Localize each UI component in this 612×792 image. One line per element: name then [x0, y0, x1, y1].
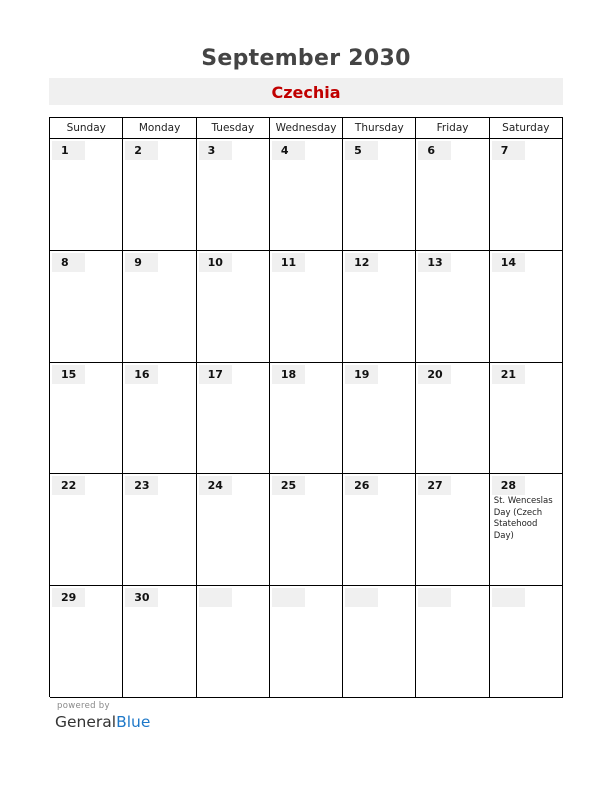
day-cell	[270, 139, 343, 251]
weekday-monday: Monday	[123, 118, 196, 139]
day-number: 30	[134, 591, 150, 605]
day-cell	[50, 474, 123, 586]
day-number: 4	[280, 144, 289, 157]
day-number: 10	[207, 255, 223, 269]
day-number: 8	[61, 255, 69, 269]
day-number: 11	[280, 255, 297, 269]
weekday-header-row	[50, 118, 563, 139]
brand-logo[interactable]	[55, 713, 150, 731]
day-number: 3	[207, 144, 216, 157]
weekday-thursday: Thursday	[343, 118, 416, 139]
day-cell	[343, 363, 416, 475]
weekday-friday: Friday	[416, 118, 489, 139]
day-cell	[490, 363, 563, 475]
day-number: 5	[354, 144, 362, 157]
day-number: 15	[61, 367, 77, 381]
day-cell	[343, 139, 416, 251]
day-number: 22	[61, 479, 77, 493]
day-number: 29	[61, 591, 77, 605]
day-cell	[490, 251, 563, 363]
day-tab	[345, 588, 378, 607]
week-row	[50, 474, 563, 586]
weekday-tuesday: Tuesday	[197, 118, 270, 139]
day-cell	[270, 586, 343, 698]
day-number: 6	[427, 144, 436, 157]
day-number: 12	[354, 255, 370, 269]
day-cell	[123, 363, 196, 475]
day-cell	[123, 139, 196, 251]
powered-by-label: powered by	[57, 701, 110, 711]
day-cell	[490, 474, 563, 586]
day-number: 1	[61, 144, 69, 157]
day-tab	[492, 588, 525, 607]
day-cell	[197, 474, 270, 586]
day-number: 2	[134, 144, 142, 157]
day-number: 16	[134, 367, 150, 381]
day-cell	[416, 586, 489, 698]
brand-name-part1: General	[55, 713, 117, 731]
day-tab	[199, 588, 232, 607]
day-cell	[50, 363, 123, 475]
day-cell	[416, 474, 489, 586]
holiday-label: St. Wenceslas Day (Czech Statehood Day)	[493, 496, 553, 541]
weekday-wednesday: Wednesday	[270, 118, 343, 139]
day-cell	[490, 139, 563, 251]
country-bar	[49, 78, 563, 105]
calendar-title: September 2030	[201, 46, 411, 71]
day-number: 20	[427, 367, 443, 381]
day-number: 17	[207, 367, 223, 381]
day-number: 21	[500, 367, 516, 381]
weekday-saturday: Saturday	[490, 118, 563, 139]
day-cell	[50, 139, 123, 251]
day-cell	[197, 363, 270, 475]
day-cell	[270, 474, 343, 586]
day-cell	[343, 586, 416, 698]
day-cell	[490, 586, 563, 698]
week-row	[50, 363, 563, 475]
day-number: 13	[427, 255, 443, 269]
country-name: Czechia	[271, 83, 341, 102]
day-cell	[416, 139, 489, 251]
day-cell	[416, 251, 489, 363]
day-number: 27	[427, 479, 443, 493]
weekday-sunday: Sunday	[50, 118, 123, 139]
day-cell	[123, 251, 196, 363]
day-cell	[50, 251, 123, 363]
day-cell	[270, 251, 343, 363]
calendar-grid	[49, 117, 563, 697]
week-row	[50, 586, 563, 698]
day-cell	[123, 474, 196, 586]
day-cell	[197, 139, 270, 251]
day-number: 24	[207, 479, 223, 493]
day-cell	[343, 474, 416, 586]
day-tab	[418, 588, 451, 607]
day-number: 26	[354, 479, 370, 493]
day-number: 14	[500, 255, 516, 269]
day-number: 19	[354, 367, 370, 381]
week-row	[50, 251, 563, 363]
day-cell	[123, 586, 196, 698]
brand-name-part2: Blue	[116, 713, 151, 731]
day-number: 18	[280, 367, 297, 381]
week-row	[50, 139, 563, 251]
day-number: 25	[280, 479, 297, 493]
day-cell	[343, 251, 416, 363]
day-cell	[197, 586, 270, 698]
day-number: 28	[500, 479, 516, 493]
day-cell	[50, 586, 123, 698]
day-cell	[197, 251, 270, 363]
day-number: 9	[134, 255, 142, 269]
day-tab	[272, 588, 305, 607]
day-cell	[416, 363, 489, 475]
day-cell	[270, 363, 343, 475]
day-number: 23	[134, 479, 150, 493]
day-number: 7	[500, 144, 509, 157]
